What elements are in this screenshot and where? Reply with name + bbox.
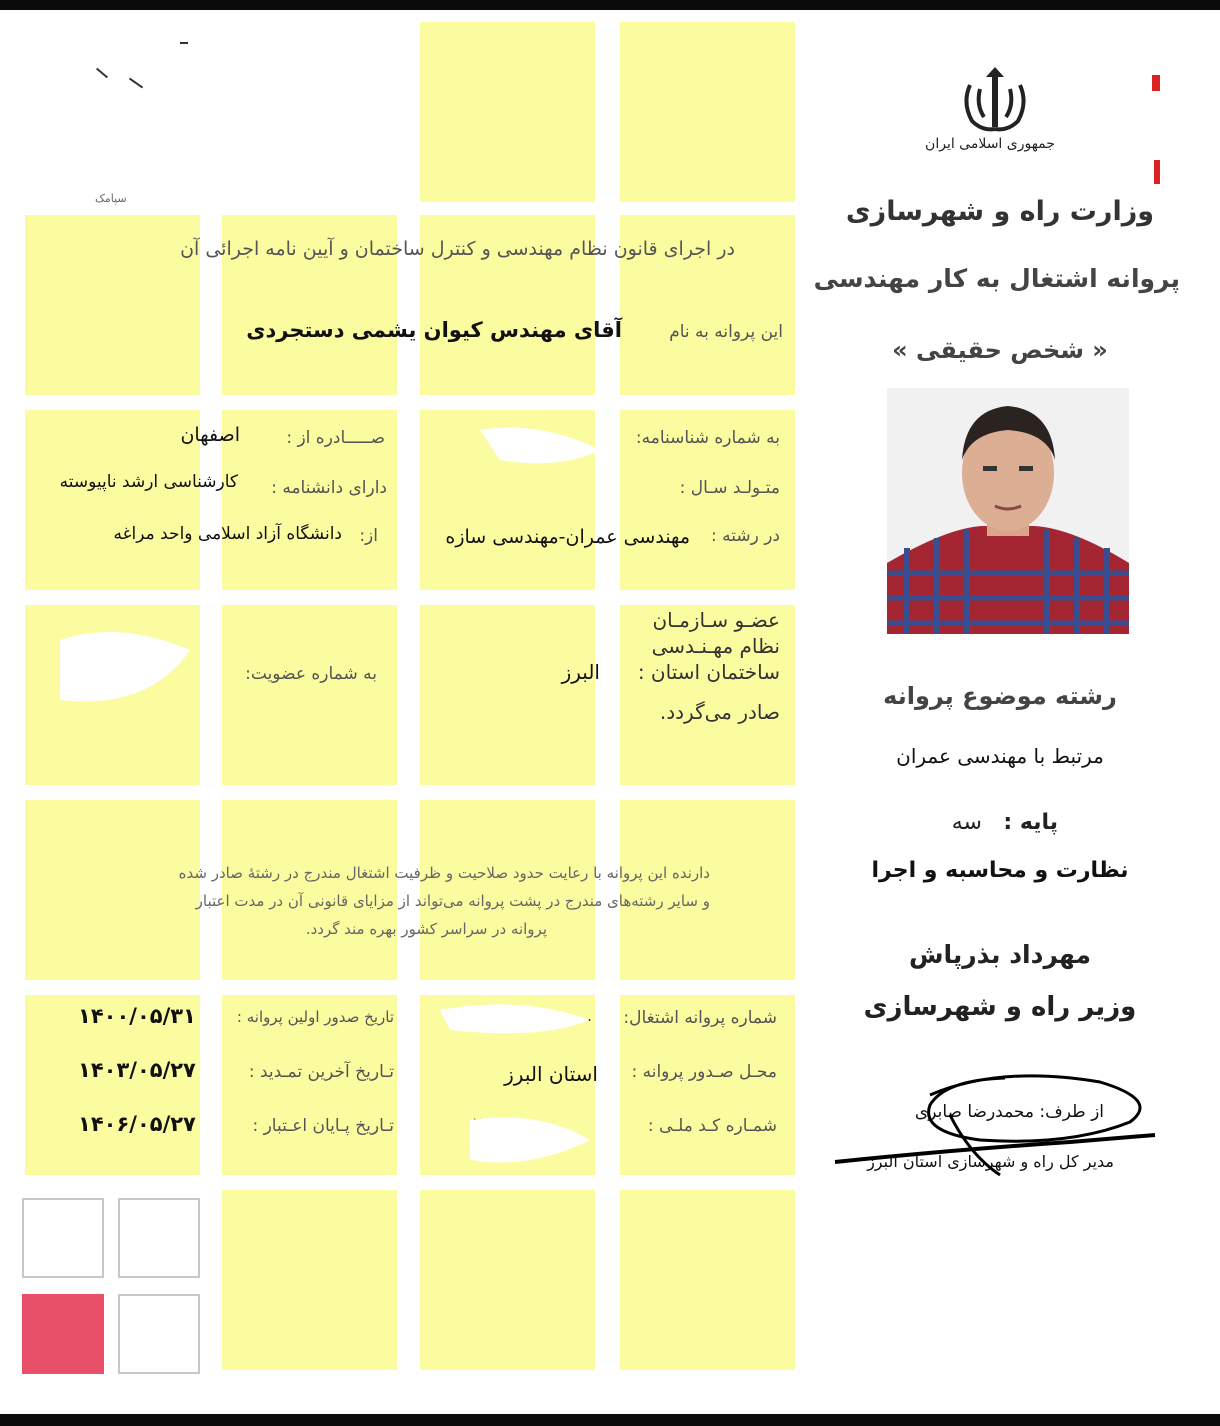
holder-photo — [887, 388, 1129, 634]
issue-place-value: استان البرز — [504, 1062, 598, 1086]
grid-cell — [420, 1190, 595, 1370]
field-label: در رشته : — [710, 526, 780, 546]
notice-line-3: پروانه در سراسر کشور بهره مند گردد. — [305, 920, 547, 938]
person-type: « شخص حقیقی » — [892, 336, 1108, 364]
redaction-marks — [0, 10, 800, 1210]
blank-square — [118, 1294, 200, 1374]
degree-value: کارشناسی ارشد ناپیوسته — [59, 472, 238, 492]
field-value: مهندسی عمران-مهندسی سازه — [445, 526, 690, 548]
notice-line-2: و سایر رشته‌های مندرج در پشت پروانه می‌تواند از مزایای قانونی آن در مدت اعتبار — [195, 892, 710, 910]
notice-line-1: دارنده این پروانه با رعایت حدود صلاحیت و ظرفیت اشتغال مندرج در رشتهٔ صادر شده — [178, 864, 710, 882]
scope: نظارت و محاسبه و اجرا — [871, 858, 1129, 883]
holder-name-label: این پروانه به نام — [669, 322, 783, 342]
license-no-value: ... — [576, 1006, 592, 1025]
degree-label: دارای دانشنامه : — [271, 478, 387, 498]
membership-label: به شماره عضویت: — [245, 664, 377, 684]
first-issue-label: تاریخ صدور اولین پروانه : — [236, 1008, 394, 1026]
pink-square — [22, 1294, 104, 1374]
ministry-name: وزارت راه و شهرسازی — [845, 196, 1155, 227]
expiry-label: تـاریخ پـایان اعـتبار : — [252, 1116, 394, 1136]
director: مدیر کل راه و شهرسازی استان البرز — [867, 1152, 1114, 1171]
on-behalf: از طرف: محمدرضا صابری — [914, 1102, 1104, 1122]
iran-emblem-icon — [960, 65, 1030, 137]
national-id-label: شمـاره کـد ملـی : — [647, 1116, 777, 1136]
signature — [830, 1060, 1160, 1180]
subject-title: رشته موضوع پروانه — [883, 682, 1117, 710]
intro-text: در اجرای قانون نظام مهندسی و کنترل ساختمان و آیین نامه اجرائی آن — [180, 238, 735, 260]
subject-value: مرتبط با مهندسی عمران — [896, 744, 1104, 768]
photo-portrait — [887, 388, 1129, 634]
license-title: پروانه اشتغال به کار مهندسی — [813, 264, 1180, 293]
member-line-1: عضـو سـازمـان — [652, 608, 780, 632]
first-issue-value: ۱۴۰۰/۰۵/۳۱ — [78, 1004, 196, 1028]
minister-title: وزیر راه و شهرسازی — [863, 992, 1137, 1022]
system-tag: سپامک — [95, 192, 127, 205]
last-renewal-label: تـاریخ آخرین تمـدید : — [248, 1062, 394, 1082]
member-line-3: ساختمان استان : — [637, 660, 780, 684]
issued-from-label: صـــــادره از : — [286, 428, 385, 448]
country-name: جمهوری اسلامی ایران — [925, 136, 1055, 152]
member-line-2: نظام مهـنـدسی — [651, 634, 780, 658]
university-value: دانشگاه آزاد اسلامی واحد مراغه — [113, 524, 342, 544]
blank-square — [118, 1198, 200, 1278]
province-value: البرز — [561, 660, 600, 684]
red-mark — [1152, 75, 1160, 91]
grade-value: سه — [951, 810, 982, 835]
holder-name: آقای مهندس کیوان یشمی دستجردی — [246, 318, 622, 342]
license-no-label: شماره پروانه اشتغال: — [623, 1008, 777, 1028]
issue-place-label: محـل صـدور پروانه : — [631, 1062, 777, 1082]
minister-name: مهرداد بذرپاش — [909, 940, 1091, 969]
birth-cert-label: به شماره شناسنامه: — [635, 428, 780, 448]
blank-square — [22, 1198, 104, 1278]
grade-label: پایه : — [1003, 810, 1058, 835]
red-mark — [1154, 160, 1160, 184]
birth-year-label: متـولـد سـال : — [679, 478, 780, 498]
last-renewal-value: ۱۴۰۳/۰۵/۲۷ — [78, 1058, 196, 1082]
university-label: از: — [359, 526, 378, 546]
issued-from-value: اصفهان — [180, 424, 240, 446]
grid-cell — [620, 1190, 795, 1370]
expiry-value: ۱۴۰۶/۰۵/۲۷ — [78, 1112, 196, 1136]
right-column — [813, 10, 1200, 1414]
license-page — [0, 10, 1220, 1414]
issued-text: صادر می‌گردد. — [659, 700, 780, 724]
grid-cell — [222, 1190, 397, 1370]
